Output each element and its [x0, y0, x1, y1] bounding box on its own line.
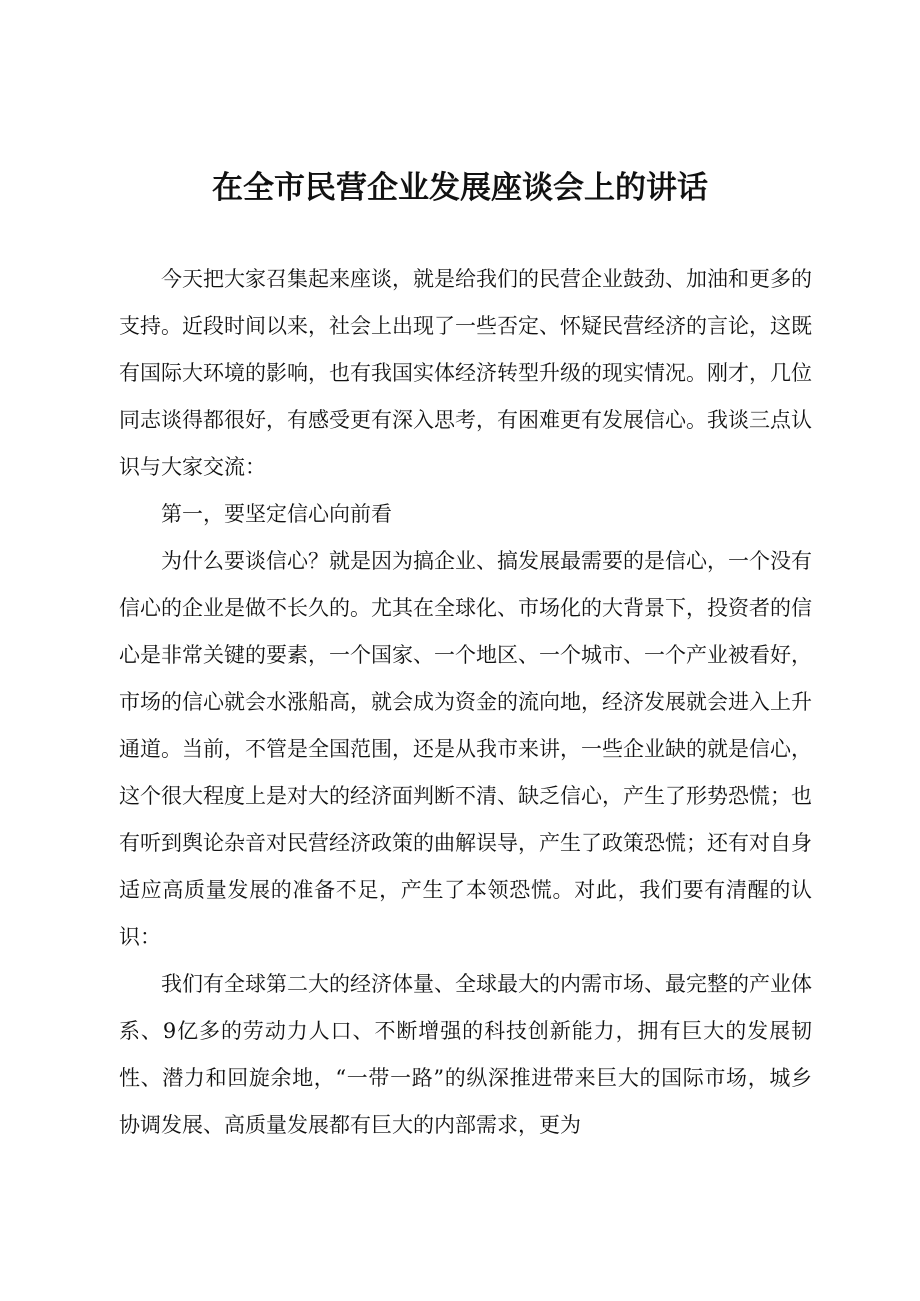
paragraph-confidence: 为什么要谈信心？就是因为搞企业、搞发展最需要的是信心，一个没有信心的企业是做不长久的。尤其在全球化、市场化的大背景下，投资者的信心是非常关键的要素，一个国家、一个地区、一个城市、一个产业被看好，市场的信心就会水涨船高，就会成为资金的流向地，经济发展就会进入上升通道。当前，不管是全国范围，还是从我市来讲，一些企业缺的就是信心，这个很大程度上是对大的经济面判断不清、缺乏信心，产生了形势恐慌；也有听到舆论杂音对民营经济政策的曲解误导，产生了政策恐慌；还有对自身适应高质量发展的准备不足，产生了本领恐慌。对此，我们要有清醒的认识： — [119, 549, 812, 949]
paragraph-intro: 今天把大家召集起来座谈，就是给我们的民营企业鼓劲、加油和更多的支持。近段时间以来，社会上出现了一些否定、怀疑民营经济的言论，这既有国际大环境的影响，也有我国实体经济转型升级的现实情况。刚才，几位同志谈得都很好，有感受更有深入思考，有困难更有发展信心。我谈三点认识与大家交流： — [119, 267, 812, 479]
document-title: 在全市民营企业发展座谈会上的讲话 — [212, 170, 708, 206]
section-heading-1: 第一，要坚定信心向前看 — [161, 502, 392, 526]
document-body — [119, 256, 812, 1149]
paragraph-economy: 我们有全球第二大的经济体量、全球最大的内需市场、最完整的产业体系、9亿多的劳动力人口、不断增强的科技创新能力，拥有巨大的发展韧性、潜力和回旋余地，“一带一路”的纵深推进带来巨大的国际市场，城乡协调发展、高质量发展都有巨大的内部需求，更为 — [119, 972, 812, 1137]
